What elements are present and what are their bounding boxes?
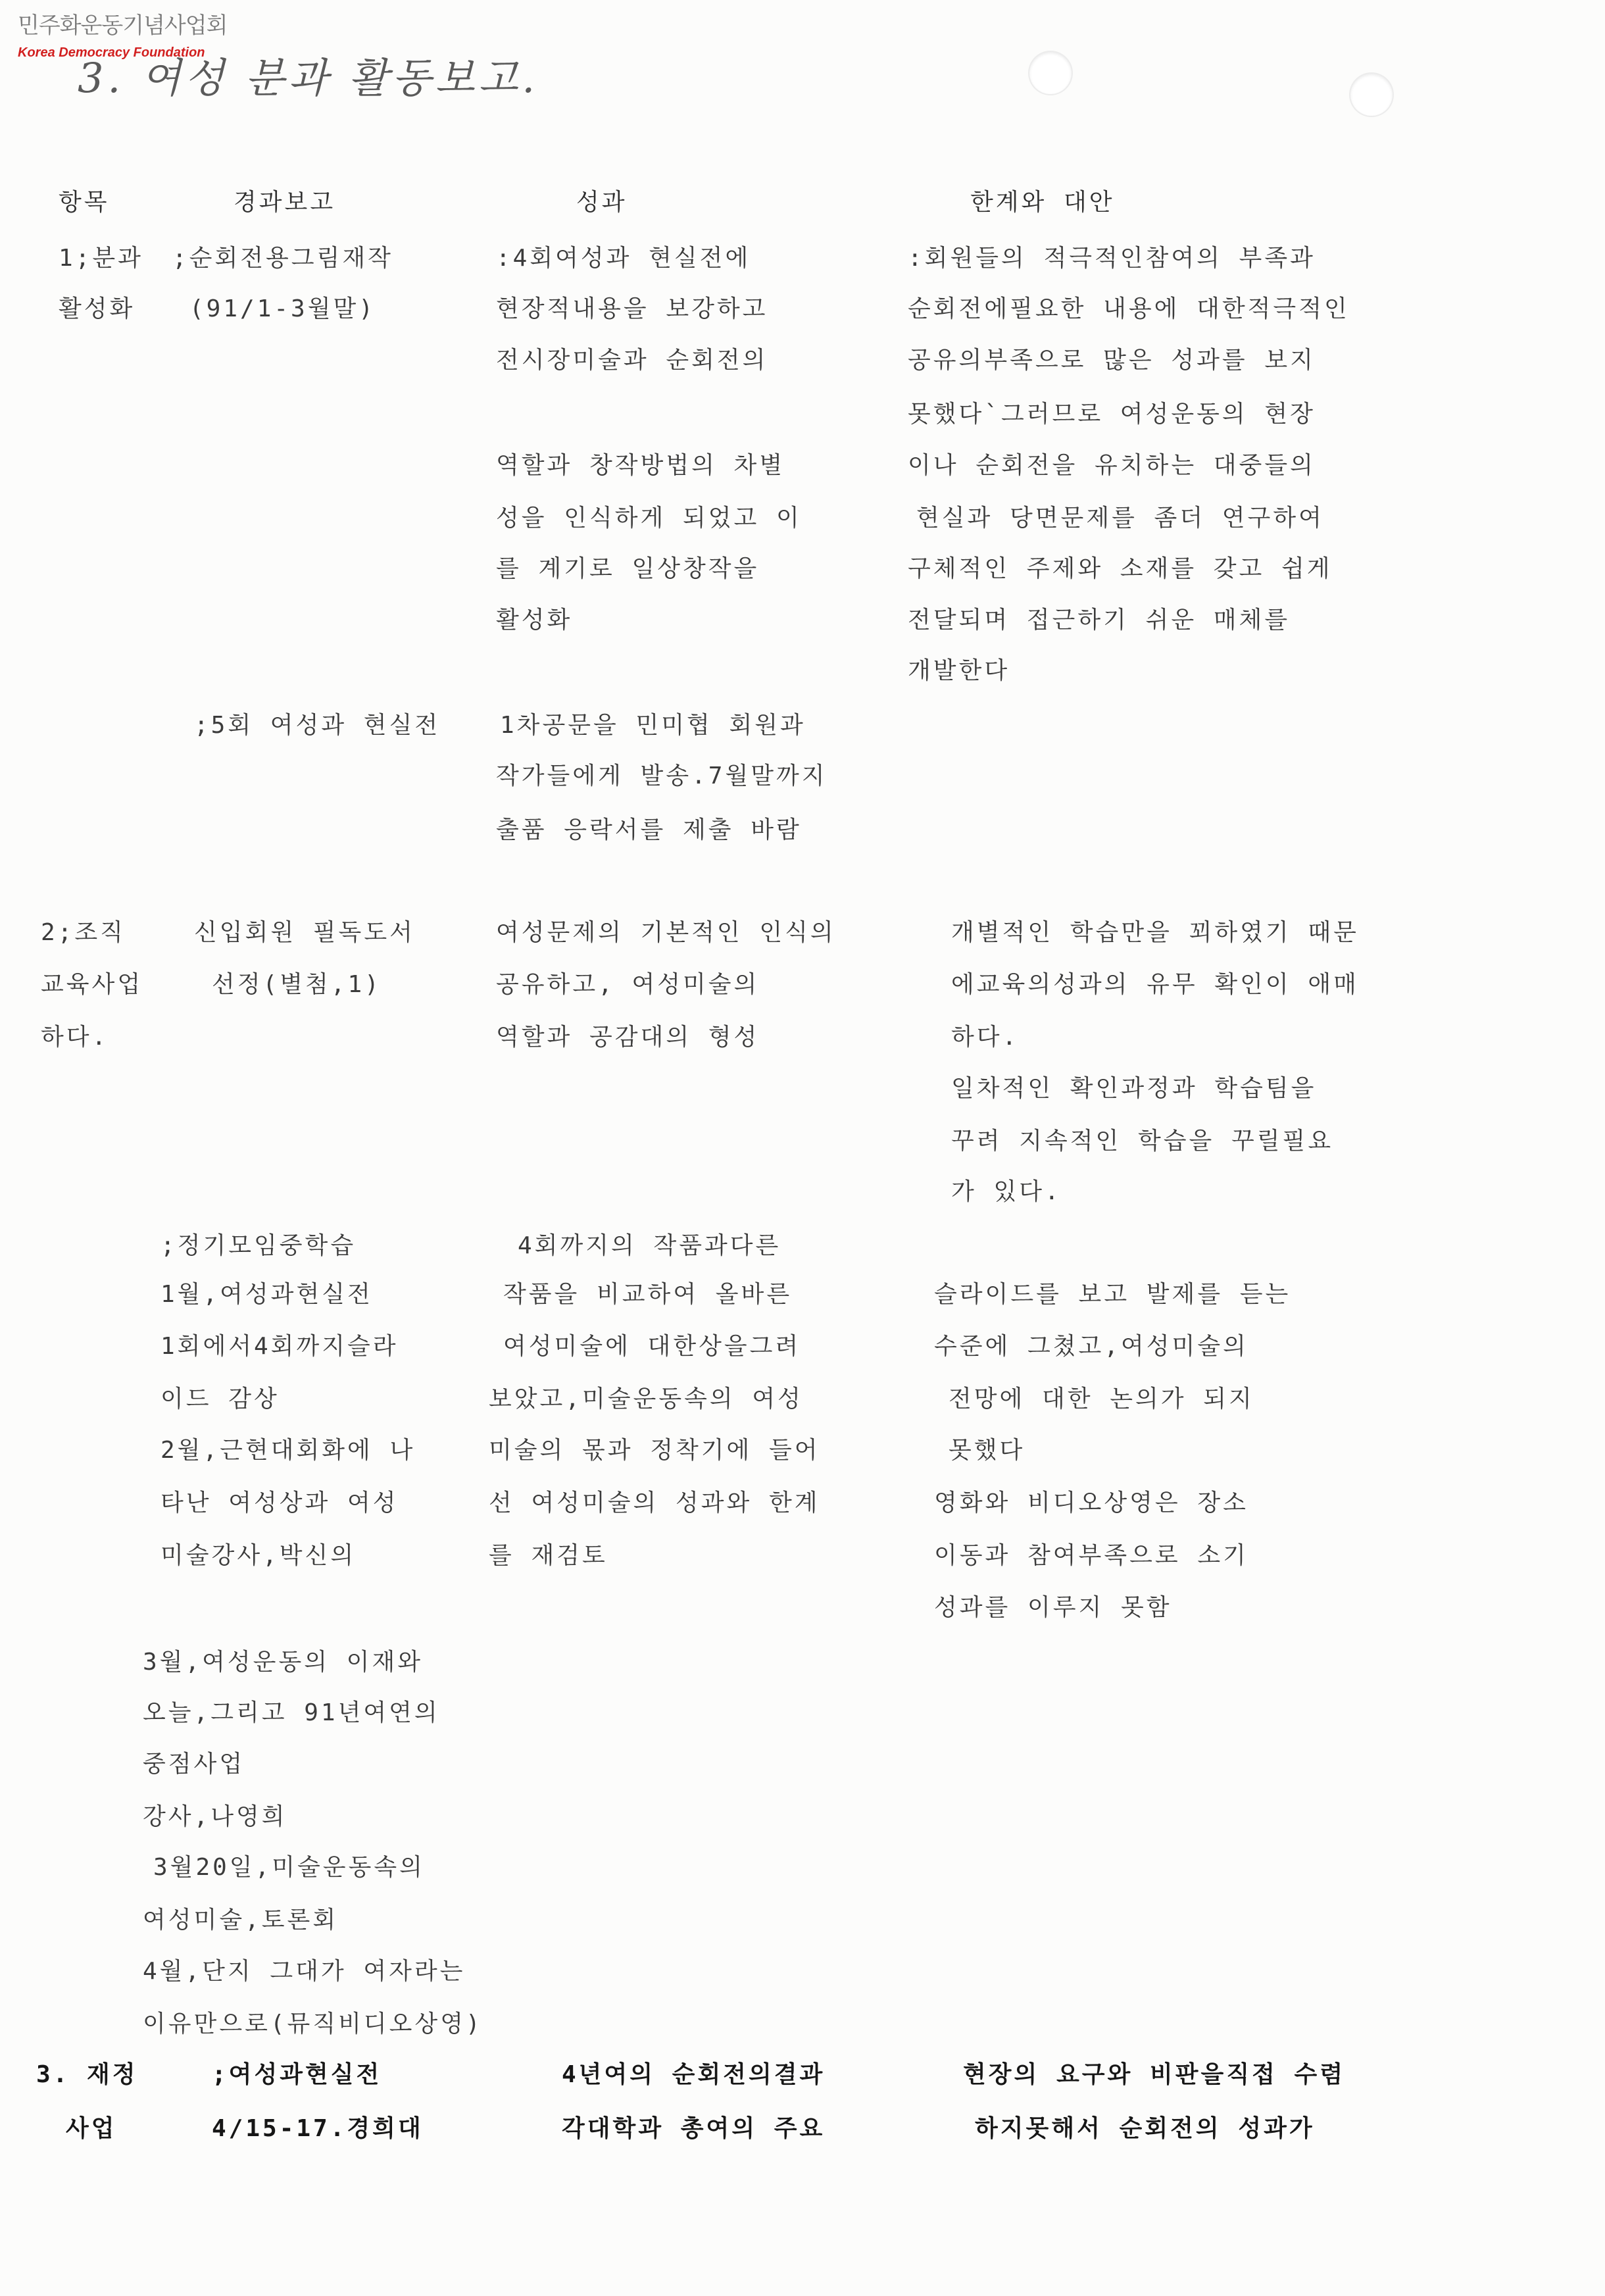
limits-line: 현실과 당면문제를 좀더 연구하여 [916, 505, 1324, 532]
limits-line: 이나 순회전을 유치하는 대중들의 [908, 452, 1316, 479]
progress-line: 3월20일,미술운동속의 [153, 1854, 425, 1881]
progress-line: 여성미술,토론회 [143, 1907, 339, 1934]
result-line: 4회까지의 작품과다른 [518, 1232, 781, 1259]
result-line: 를 재검토 [489, 1542, 608, 1569]
column-header-item: 항목 [59, 189, 110, 216]
limits-line: 못했다`그러므로 여성운동의 현장 [908, 401, 1316, 428]
limits-line: 하지못해서 순회전의 성과가 [975, 2115, 1315, 2142]
limits-line: 공유의부족으로 많은 성과를 보지 [908, 347, 1316, 374]
limits-line: 꾸려 지속적인 학습을 꾸릴필요 [951, 1128, 1334, 1155]
progress-line: 신입회원 필독도서 [194, 919, 415, 946]
result-line: 여성문제의 기본적인 인식의 [496, 919, 836, 946]
watermark-org-name: 민주화운동기념사업회 [18, 12, 228, 39]
progress-line: 오늘,그리고 91년여연의 [143, 1699, 440, 1726]
progress-line: 3월,여성운동의 이재와 [143, 1649, 424, 1676]
progress-line: (91/1-3월말) [189, 295, 376, 322]
progress-line: ;여성과현실전 [212, 2061, 382, 2088]
item-line: 1;분과 [59, 245, 143, 272]
item-line: 사업 [66, 2115, 117, 2142]
progress-line: 선정(별첨,1) [212, 971, 382, 998]
watermark-org-english: Korea Democracy Foundation [18, 45, 205, 60]
document-title: 3. 여성 분과 활동보고. [78, 54, 539, 102]
result-line: 현장적내용을 보강하고 [496, 295, 768, 322]
item-line: 활성화 [59, 295, 136, 322]
result-line: 역할과 창작방법의 차별 [496, 452, 785, 479]
result-line: 를 계기로 일상창작을 [496, 555, 760, 582]
progress-line: ;정기모임중학습 [160, 1232, 357, 1259]
limits-line: 구체적인 주제와 소재를 갖고 쉽게 [908, 555, 1333, 582]
result-line: 미술의 몫과 정착기에 들어 [489, 1437, 820, 1464]
limits-line: 수준에 그쳤고,여성미술의 [934, 1333, 1248, 1360]
limits-line: 전달되며 접근하기 쉬운 매체를 [908, 607, 1291, 634]
progress-line: 4월,단지 그대가 여자라는 [143, 1958, 466, 1985]
limits-line: 성과를 이루지 못함 [934, 1594, 1172, 1621]
progress-line: 중점사업 [143, 1751, 245, 1778]
limits-line: 개발한다 [908, 657, 1010, 684]
punch-hole [1350, 74, 1393, 116]
limits-line: 전망에 대한 논의가 되지 [949, 1385, 1254, 1412]
result-line: 보았고,미술운동속의 여성 [489, 1385, 803, 1412]
column-header-progress: 경과보고 [234, 189, 336, 216]
result-line: :4회여성과 현실전에 [496, 245, 751, 272]
limits-line: 이동과 참여부족으로 소기 [934, 1542, 1248, 1569]
column-header-limits: 한계와 대안 [970, 189, 1115, 216]
result-line: 출품 응락서를 제출 바람 [496, 816, 802, 843]
result-line: 역할과 공감대의 형성 [496, 1024, 760, 1051]
progress-line: 1월,여성과현실전 [160, 1281, 373, 1308]
progress-line: 타난 여성상과 여성 [160, 1489, 399, 1516]
limits-line: 일차적인 확인과정과 학습팀을 [951, 1075, 1317, 1102]
limits-line: 에교육의성과의 유무 확인이 애매 [951, 971, 1359, 998]
result-line: 4년여의 순회전의결과 [562, 2061, 826, 2088]
column-header-result: 성과 [576, 189, 628, 216]
item-line: 하다. [41, 1024, 109, 1051]
item-line: 2;조직 [41, 919, 126, 946]
progress-line: ;5회 여성과 현실전 [194, 712, 441, 739]
limits-line: 개별적인 학습만을 꾀하였기 때문 [951, 919, 1359, 946]
limits-line: 하다. [951, 1024, 1020, 1051]
result-line: 성을 인식하게 되었고 이 [496, 505, 802, 532]
limits-line: 영화와 비디오상영은 장소 [934, 1489, 1248, 1516]
progress-line: 1회에서4회까지슬라 [160, 1333, 399, 1360]
result-line: 작가들에게 발송.7월말까지 [496, 762, 827, 789]
progress-line: 2월,근현대회화에 나 [160, 1437, 416, 1464]
limits-line: 순회전에필요한 내용에 대한적극적인 [908, 295, 1350, 322]
progress-line: 이유만으로(뮤직비디오상영) [143, 2010, 483, 2037]
result-line: 활성화 [496, 607, 573, 634]
limits-line: 슬라이드를 보고 발제를 듣는 [934, 1281, 1291, 1308]
result-line: 전시장미술과 순회전의 [496, 347, 768, 374]
punch-hole [1029, 52, 1072, 94]
result-line: 선 여성미술의 성과와 한계 [489, 1489, 820, 1516]
limits-line: 못했다 [949, 1437, 1025, 1464]
progress-line: ;순회전용그림재작 [172, 245, 393, 272]
result-line: 공유하고, 여성미술의 [496, 971, 760, 998]
result-line: 1차공문을 민미협 회원과 [500, 712, 806, 739]
limits-line: :회원들의 적극적인참여의 부족과 [908, 245, 1316, 272]
item-line: 교육사업 [41, 971, 143, 998]
progress-line: 미술강사,박신의 [160, 1542, 357, 1569]
result-line: 각대학과 총여의 주요 [562, 2115, 826, 2142]
result-line: 작품을 비교하여 올바른 [503, 1281, 793, 1308]
progress-line: 4/15-17.경희대 [212, 2115, 424, 2142]
progress-line: 강사,나영희 [143, 1803, 287, 1830]
item-line: 3. 재정 [36, 2061, 138, 2088]
limits-line: 가 있다. [951, 1178, 1062, 1205]
result-line: 여성미술에 대한상을그려 [503, 1333, 801, 1360]
progress-line: 이드 감상 [160, 1385, 280, 1412]
limits-line: 현장의 요구와 비판을직접 수렴 [963, 2061, 1346, 2088]
